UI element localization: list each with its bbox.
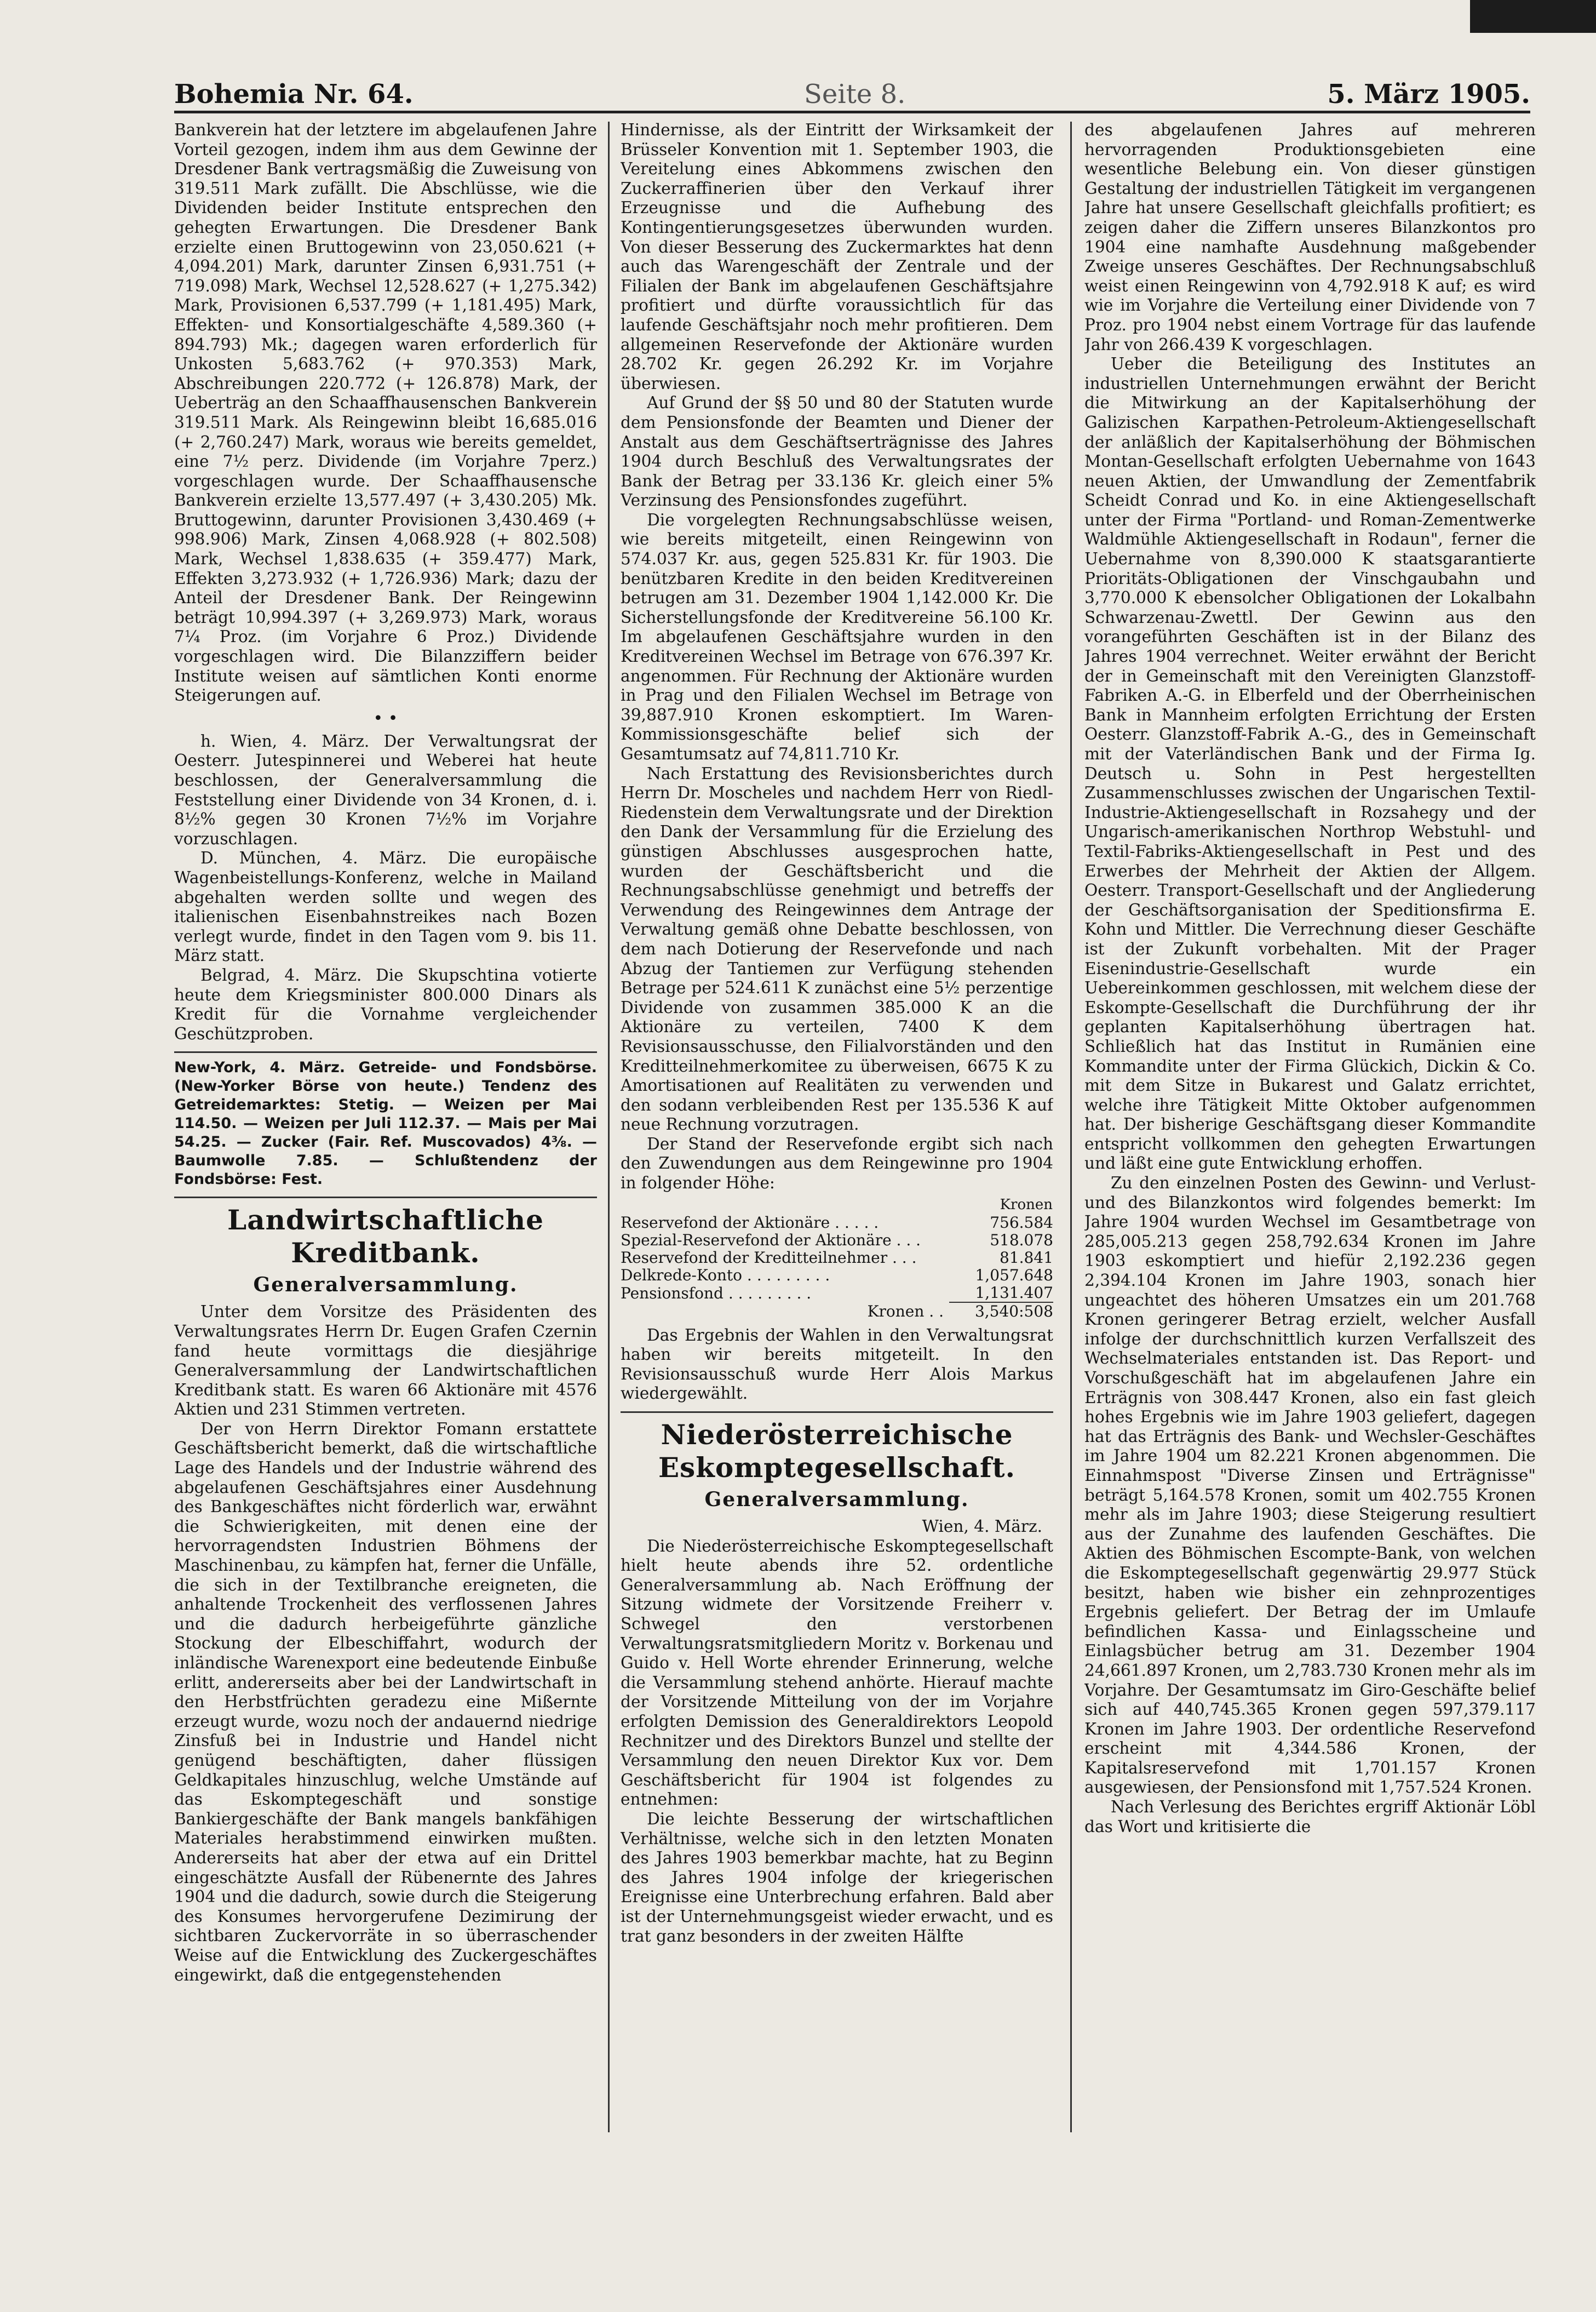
page-header — [174, 78, 1530, 113]
divider — [621, 1411, 1053, 1413]
article-subheadline: Generalversammlung. — [253, 1273, 518, 1297]
article-text: Nach Verlesung des Berichtes ergriff Aktionär Löbl das Wort und kritisierte die — [1084, 1798, 1536, 1836]
article-text: D. München, 4. März. Die europäische Wagenbeistellungs-Konferenz, welche in Mailand abgehalten werden sollte und wegen des italienischen Eisenbahnstreikes nach Bozen verlegt wurde, findet in den Tagen vom 9. bis 11. März statt. — [174, 849, 597, 965]
table-row — [621, 1284, 1053, 1302]
article-text: Hindernisse, als der Eintritt der Wirksamkeit der Brüsseler Konvention mit 1. September 1903, die Vereitelung eines Abkommens zwischen den Zuckerraffinerien über den Verkauf ihrer Erzeugnisse und die Aufhebung des Kontingentierungsgesetzes überwunden wurden. Von dieser Besserung des Zuckermarktes hat denn auch das Warengeschäft der Zentrale und der Filialen der Bank im abgelaufenen Geschäftsjahre profitiert und dürfte voraussichtlich für das laufende Geschäftsjahr noch mehr profitieren. Dem allgemeinen Reservefonde der Aktionäre wurden 28.702 Kr. gegen 26.292 Kr. im Vorjahre überwiesen. — [621, 121, 1053, 393]
column-rule — [1070, 122, 1072, 2132]
dateline: Wien, 4. März. — [922, 1517, 1042, 1536]
table-row — [621, 1267, 1053, 1284]
header-page-number: Seite 8. — [804, 79, 906, 110]
article-text: Der von Herrn Direktor Fomann erstattete Geschäftsbericht bemerkt, daß die wirtschaftliche Lage des Handels und der Industrie während des abgelaufenen Geschäftsjahres einer Ausdehnung des Bankgeschäftes nicht förderlich war, erwähnt die Schwierigkeiten, mit denen eine der hervorragendsten Industrien Böhmens der Maschinenbau, zu kämpfen hat, ferner die Unfälle, die sich in der Textilbranche ereigneten, die anhaltende Trockenheit des verflossenen Jahres und die dadurch herbeigeführte gänzliche Stockung der Elbeschiffahrt, wodurch der inländische Warenexport eine bedeutende Einbuße erlitt, andererseits aber bei der Landwirtschaft in den Herbstfrüchten geradezu eine Mißernte erzeugt wurde, wozu noch der andauernd niedrige Zinsfuß bei in Industrie und Handel nicht genügend beschäftigten, daher flüssigen Geldkapitales hinzuschlug, welche Umstände auf das Eskomptegeschäft und sonstige Bankiergeschäfte der Bank mangels bankfähigen Materiales herabstimmend einwirken mußten. Andererseits hat aber der etwa auf ein Drittel eingeschätzte Ausfall der Rübenernte des Jahres 1904 und die dadurch, sowie durch die Steigerung des Konsumes hervorgerufene Dezimirung der sichtbaren Zuckervorräte in so überraschender Weise auf die Entwicklung des Zuckergeschäftes eingewirkt, daß die entgegenstehenden — [174, 1419, 597, 1984]
article-text: des abgelaufenen Jahres auf mehreren hervorragenden Produktionsgebieten eine wesentliche Belebung ein. Von dieser günstigen Gestaltung der industriellen Tätigkeit im vergangenen Jahre hat unsere Gesellschaft gleichfalls profitiert; es zeigen daher die Ziffern unseres Bilanzkontos pro 1904 eine namhafte Ausdehnung maßgebender Zweige unseres Geschäftes. Der Rechnungsabschluß weist einen Reingewinn von 4,792.918 K auf; es wird wie im Vorjahre die Verteilung einer Dividende von 7 Proz. pro 1904 nebst einem Vortrage für das laufende Jahr von 266.439 K vorgeschlagen. — [1084, 121, 1536, 354]
table-cell: Pensionsfond . . . . . . . . . — [621, 1284, 812, 1302]
article-text: Bankverein hat der letztere im abgelaufenen Jahre Vorteil gezogen, indem ihm aus dem Gewinne der Dresdener Bank vertragsmäßig die Zuweisung von 319.511 Mark zufällt. Die Abschlüsse, wie die Dividenden beider Institute entsprechen den gehegten Erwartungen. Die Dresdener Bank erzielte einen Bruttogewinn von 23,050.621 (+ 4,094.201) Mark, darunter Zinsen 6,931.751 (+ 719.098) Mark, Wechsel 12,528.627 (+ 1,275.342) Mark, Provisionen 6,537.799 (+ 1,181.495) Mark, Effekten- und Konsortialgeschäfte 4,589.360 (+ 894.793) Mk.; dagegen waren erforderlich für Unkosten 5,683.762 (+ 970.353) Mark, Abschreibungen 220.772 (+ 126.878) Mark, der Ueberträg an den Schaaffhausenschen Bankverein 319.511 Mark. Als Reingewinn bleibt 16,685.016 (+ 2,760.247) Mark, woraus wie bereits gemeldet, eine 7½ perz. Dividende (im Vorjahre 7perz.) vorgeschlagen wurde. Der Schaaffhausensche Bankverein erzielte 13,577.497 (+ 3,430.205) Mk. Bruttogewinn, darunter Provisionen 3,430.469 (+ 998.906) Mark, Zinsen 4,068.928 (+ 802.508) Mark, Wechsel 1,838.635 (+ 359.477) Mark, Effekten 3,273.932 (+ 1,726.936) Mark; dazu der Anteil der Dresdener Bank. Der Reingewinn beträgt 10,994.397 (+ 3,269.973) Mark, woraus 7¼ Proz. (im Vorjahre 6 Proz.) Dividende vorgeschlagen wird. Die Bilanzziffern beider Institute weisen auf sämtlichen Konti enorme Steigerungen auf. — [174, 121, 597, 705]
table-cell: Reservefond der Kreditteilnehmer . . . — [621, 1248, 917, 1267]
table-row — [621, 1214, 1053, 1232]
section-separator: • • — [373, 708, 398, 728]
reserve-fund-table — [621, 1195, 1053, 1320]
header-publication: Bohemia Nr. 64. — [174, 79, 414, 110]
article-text: h. Wien, 4. März. Der Verwaltungsrat der Oesterr. Jutespinnerei und Weberei hat heute beschlossen, der Generalversammlung die Feststellung einer Dividende von 34 Kronen, d. i. 8½% gegen 30 Kronen 7½% im Vorjahre vorzuschlagen. — [174, 731, 597, 848]
table-cell: 1,131.407 — [975, 1283, 1053, 1302]
article-headline: Niederösterreichische Eskomptegesellschaft. — [658, 1418, 1016, 1484]
column-rule — [608, 122, 610, 2132]
stock-report: New-York, 4. März. Getreide- und Fondsbörse. (New-Yorker Börse von heute.) Tendenz des Getreidemarktes: Stetig. — Weizen per Mai 114.50. — Weizen per Juli 112.37. — Mais per Mai 54.25. — Zucker (Fair. Ref. Muscovados) 4⅜. — Baumwolle 7.85. — Schlußtendenz der Fondsbörse: Fest. — [174, 1059, 597, 1188]
table-cell: 1,057.648 — [975, 1266, 1053, 1284]
divider — [174, 1051, 597, 1053]
table-cell: Spezial-Reservefond der Aktionäre . . . — [621, 1231, 921, 1249]
article-text: Ueber die Beteiligung des Institutes an industriellen Unternehmungen erwähnt der Bericht die Mitwirkung an der Kapitalserhöhung der Galizischen Karpathen-Petroleum-Aktiengesellschaft der anläßlich der Kapitalserhöhung der Böhmischen Montan-Gesellschaft erfolgten Uebernahme von 1643 neuen Aktien, der Umwandlung der Zementfabrik Scheidt Conrad und Ko. in eine Aktiengesellschaft unter der Firma "Portland- und Roman-Zementwerke Waldmühle Aktiengesellschaft in Rodaun", ferner die Uebernahme von 8,390.000 K staatsgarantierte Prioritäts-Obligationen der Vinschgaubahn und 3,770.000 K ebensolcher Obligationen der Lokalbahn Schwarzenau-Zwettl. Der Gewinn aus den vorangeführten Geschäften ist in der Bilanz des Jahres 1904 verrechnet. Weiter erwähnt der Bericht der in Gemeinschaft mit den Vereinigten Glanzstoff-Fabriken A.-G. in Elberfeld und der Oberrheinischen Bank in Mannheim erfolgten Errichtung der Ersten Oesterr. Glanzstoff-Fabrik A.-G., des in Gemeinschaft mit der Vaterländischen Bank und der Firma Ig. Deutsch u. Sohn in Pest hergestellten Zusammenschlusses zwischen der Ungarischen Textil-Industrie-Aktiengesellschaft in Rozsahegy und der Ungarisch-amerikanischen Northrop Webstuhl- und Textil-Fabriks-Aktiengesellschaft in Pest und des Erwerbes der Mehrheit der Aktien der Allgem. Oesterr. Transport-Gesellschaft und der Angliederung der Geschäftsorganisation der Speditionsfirma E. Kohn und Mittler. Die Verrechnung dieser Geschäfte ist der Zukunft vorbehalten. Mit der Prager Eisenindustrie-Gesellschaft wurde ein Uebereinkommen geschlossen, mit welchem diese der Eskompte-Gesellschaft die Durchführung der ihr geplanten Kapitalserhöhung übertragen hat. Schließlich hat das Institut in Rumänien eine Kommandite unter der Firma Glückich, Dickin & Co. mit dem Sitze in Bukarest und Galatz errichtet, welche ihre Tätigkeit Mitte Oktober aufgenommen hat. Der bisherige Geschäftsgang dieser Kommandite entspricht vollkommen den gehegten Erwartungen und läßt eine gute Entwicklung erhoffen. — [1084, 354, 1536, 1173]
column-1 — [174, 121, 597, 2279]
article-text: Zu den einzelnen Posten des Gewinn- und Verlust- und des Bilanzkontos wird folgendes bemerkt: Im Jahre 1904 wurden Wechsel im Gesamtbetrage von 285,005.213 gegen 258,792.634 Kronen im Jahre 1903 eskomptiert und hiefür 2,192.236 gegen 2,394.104 Kronen im Jahre 1903, sonach hier ungeachtet des höheren Umsatzes ein um 201.768 Kronen geringerer Betrag erzielt, welcher Ausfall infolge der durchschnittlich kurzen Verfallszeit des Wechselmateriales entstanden ist. Das Report- und Vorschußgeschäft hat im abgelaufenen Jahre ein Erträgnis von 308.447 Kronen, also ein fast gleich hohes Ergebnis wie im Jahre 1903 geliefert, dagegen hat das Erträgnis des Bank- und Wechsler-Geschäftes im Jahre 1904 um 82.221 Kronen abgenommen. Die Einnahmspost "Diverse Zinsen und Erträgnisse" beträgt 5,164.578 Kronen, somit um 402.755 Kronen mehr als im Jahre 1903; diese Steigerung resultiert aus der Zunahme des laufenden Geschäftes. Die Aktien des Böhmischen Escompte-Bank, von welchen die Eskomptegesellschaft gegenwärtig 29.977 Stück besitzt, haben wie bisher ein zehnprozentiges Ergebnis geliefert. Der Betrag der im Umlaufe befindlichen Kassa- und Einlagsscheine und Einlagsbücher betrug am 31. Dezember 1904 24,661.897 Kronen, um 2,783.730 Kronen mehr als im Vorjahre. Der Gesamtumsatz im Giro-Geschäfte belief sich auf 440,745.365 Kronen gegen 597,379.117 Kronen im Jahre 1903. Der ordentliche Reservefond erscheint mit 4,344.586 Kronen, der Kapitalsreservefond mit 1,701.157 Kronen ausgewiesen, der Pensionsfond mit 1,757.524 Kronen. — [1084, 1174, 1536, 1797]
table-cell: Delkrede-Konto . . . . . . . . . — [621, 1266, 830, 1284]
article-text: Der Stand der Reservefonde ergibt sich nach den Zuwendungen aus dem Reingewinne pro 1904 in folgender Höhe: — [621, 1134, 1053, 1193]
article-text: Nach Erstattung des Revisionsberichtes durch Herrn Dr. Moscheles und nachdem Herr von Riedl-Riedenstein dem Verwaltungsrate und der Direktion den Dank der Versammlung für die Erzielung des günstigen Abschlusses ausgesprochen hatte, wurden der Geschäftsbericht und die Rechnungsabschlüsse genehmigt und betreffs der Verwendung des Reingewinnes dem Antrage der Verwaltung gemäß ohne Debatte beschlossen, von dem nach Dotierung der Reservefonde und nach Abzug der Tantiemen zur Verfügung stehenden Betrage per 524.611 K zunächst eine 5½ perzentige Dividende von zusammen 385.000 K an die Aktionäre zu verteilen, 7400 K dem Revisionsausschusse, den Filialvorständen und den Kreditteilnehmerkomitee zu überweisen, 6675 K zu Amortisationen auf Realitäten zu verwenden und den sodann verbleibenden Rest per 135.536 K auf neue Rechnung vorzutragen. — [621, 764, 1053, 1134]
table-cell: Reservefond der Aktionäre . . . . . — [621, 1213, 879, 1232]
scan-corner — [1470, 0, 1596, 33]
article-text: Belgrad, 4. März. Die Skupschtina votierte heute dem Kriegsminister 800.000 Dinars als Kredit für die Vornahme vergleichender Geschützproben. — [174, 965, 597, 1043]
article-subheadline: Generalversammlung. — [704, 1488, 969, 1512]
column-3 — [1084, 121, 1536, 2279]
article-headline: Landwirtschaftliche Kreditbank. — [227, 1204, 544, 1269]
table-cell: Kronen . . — [867, 1302, 944, 1320]
column-2 — [621, 121, 1053, 2279]
table-cell: 81.841 — [1000, 1248, 1053, 1267]
article-text: Auf Grund der §§ 50 und 80 der Statuten wurde dem Pensionsfonde der Beamten und Diener der Anstalt aus dem Geschäftserträgnisse des Jahres 1904 durch Beschluß des Verwaltungsrates der Bank der Betrag per 33.136 Kr. gleich einer 5% Verzinsung des Pensionsfondes zugeführt. — [621, 393, 1053, 510]
table-row — [621, 1232, 1053, 1249]
article-text: Die vorgelegten Rechnungsabschlüsse weisen, wie bereits mitgeteilt, einen Reingewinn von 574.037 Kr. aus, gegen 525.831 Kr. für 1903. Die benützbaren Kredite in den beiden Kreditvereinen betrugen am 31. Dezember 1904 1,142.000 Kr. Die Sicherstellungsfonde der Kreditvereine 56.100 Kr. Im abgelaufenen Geschäftsjahre wurden in den Kreditvereinen Wechsel im Betrage von 676.397 Kr. angenommen. Für Rechnung der Aktionäre wurden in Prag und den Filialen Wechsel im Betrage von 39,887.910 Kronen eskomptiert. Im Waren-Kommissionsgeschäfte belief sich der Gesamtumsatz auf 74,811.710 Kr. — [621, 510, 1053, 763]
table-total-row — [621, 1302, 1053, 1320]
table-header: Kronen — [1000, 1196, 1053, 1213]
header-date: 5. März 1905. — [1327, 79, 1530, 110]
table-cell: 518.078 — [990, 1231, 1053, 1249]
article-text: Die Niederösterreichische Eskomptegesellschaft hielt heute abends ihre 52. ordentliche Generalversammlung ab. Nach Eröffnung der Sitzung widmete der Vorsitzende Freiherr v. Schwegel den verstorbenen Verwaltungsratsmitgliedern Moritz v. Borkenau und Guido v. Hell Worte ehrender Erinnerung, welche die Versammlung stehend anhörte. Hierauf machte der Vorsitzende Mitteilung von der im Vorjahre erfolgten Demission des Generaldirektors Leopold Rechnitzer und des Direktors Bunzel und stellte der Versammlung den neuen Direktor Kux vor. Dem Geschäftsbericht für 1904 ist folgendes zu entnehmen: — [621, 1536, 1053, 1809]
article-text: Die leichte Besserung der wirtschaftlichen Verhältnisse, welche sich in den letzten Monaten des Jahres 1903 bemerkbar machte, hat zu Beginn des Jahres 1904 infolge der kriegerischen Ereignisse eine Unterbrechung erfahren. Bald aber ist der Unternehmungsgeist wieder erwacht, und es trat ganz besonders in der zweiten Hälfte — [621, 1809, 1053, 1945]
table-cell: 756.584 — [990, 1213, 1053, 1232]
table-row — [621, 1249, 1053, 1267]
article-text: Das Ergebnis der Wahlen in den Verwaltungsrat haben wir bereits mitgeteilt. In den Revisionsausschuß wurde Herr Alois Markus wiedergewählt. — [621, 1325, 1053, 1403]
divider — [174, 1197, 597, 1198]
table-cell: 3,540:508 — [949, 1302, 1053, 1320]
article-text: Unter dem Vorsitze des Präsidenten des Verwaltungsrates Herrn Dr. Eugen Grafen Czernin fand heute vormittags die diesjährige Generalversammlung der Landwirtschaftlichen Kreditbank statt. Es waren 66 Aktionäre mit 4576 Aktien und 231 Stimmen vertreten. — [174, 1302, 597, 1419]
